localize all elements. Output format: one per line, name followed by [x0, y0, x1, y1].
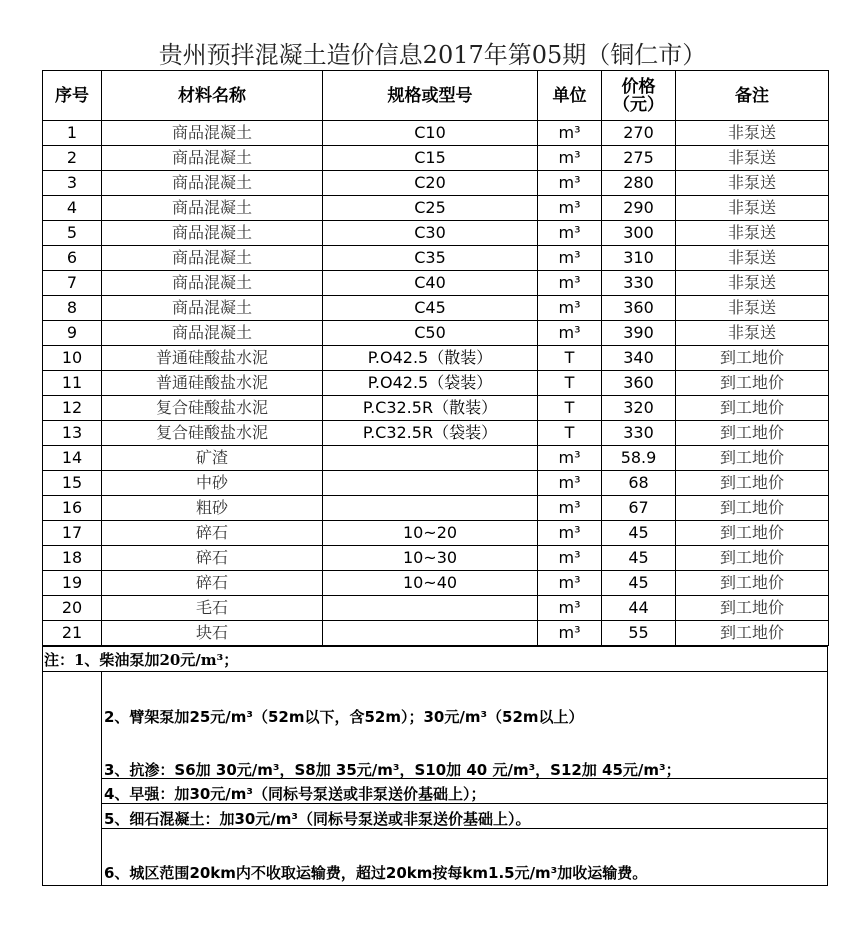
- cell-name: 普通硅酸盐水泥: [102, 346, 323, 371]
- cell-price: 330: [602, 271, 676, 296]
- cell-name: 中砂: [102, 471, 323, 496]
- cell-spec: C30: [323, 221, 538, 246]
- cell-note: 非泵送: [676, 121, 829, 146]
- page-title: 贵州预拌混凝土造价信息2017年第05期（铜仁市）: [158, 41, 707, 69]
- table-row: [43, 371, 829, 396]
- cell-spec: 10~20: [323, 521, 538, 546]
- table-row: [43, 271, 829, 296]
- table-header-row: [43, 71, 829, 121]
- cell-note: 到工地价: [676, 521, 829, 546]
- cell-no: 18: [43, 546, 102, 571]
- cell-no: 17: [43, 521, 102, 546]
- cell-no: 4: [43, 196, 102, 221]
- cell-note: 非泵送: [676, 296, 829, 321]
- cell-note: 到工地价: [676, 496, 829, 521]
- cell-spec: C40: [323, 271, 538, 296]
- cell-note: 非泵送: [676, 146, 829, 171]
- cell-unit: T: [538, 396, 602, 421]
- price-table: [42, 70, 829, 646]
- cell-unit: m³: [538, 571, 602, 596]
- header-name: 材料名称: [102, 71, 323, 121]
- cell-note: 到工地价: [676, 371, 829, 396]
- cell-name: 复合硅酸盐水泥: [102, 421, 323, 446]
- header-unit: 单位: [538, 71, 602, 121]
- table-row: [43, 146, 829, 171]
- cell-name: 毛石: [102, 596, 323, 621]
- cell-note: 非泵送: [676, 196, 829, 221]
- table-row: [43, 546, 829, 571]
- table-row: [43, 571, 829, 596]
- cell-unit: m³: [538, 171, 602, 196]
- cell-spec: C50: [323, 321, 538, 346]
- cell-unit: m³: [538, 221, 602, 246]
- header-price-line2: （元）: [613, 94, 664, 115]
- cell-unit: T: [538, 371, 602, 396]
- header-note: 备注: [676, 71, 829, 121]
- cell-note: 非泵送: [676, 271, 829, 296]
- cell-spec: [323, 496, 538, 521]
- cell-no: 20: [43, 596, 102, 621]
- cell-unit: m³: [538, 496, 602, 521]
- cell-price: 310: [602, 246, 676, 271]
- cell-name: 碎石: [102, 571, 323, 596]
- cell-note: 到工地价: [676, 446, 829, 471]
- cell-unit: T: [538, 421, 602, 446]
- table-row: [43, 196, 829, 221]
- cell-spec: C20: [323, 171, 538, 196]
- note-4: 4、早强：加30元/m³（同标号泵送或非泵送价基础上）；: [104, 785, 486, 803]
- cell-unit: m³: [538, 321, 602, 346]
- cell-spec: [323, 471, 538, 496]
- cell-price: 275: [602, 146, 676, 171]
- header-no: 序号: [43, 71, 102, 121]
- cell-no: 3: [43, 171, 102, 196]
- cell-spec: [323, 621, 538, 646]
- cell-unit: m³: [538, 446, 602, 471]
- cell-no: 9: [43, 321, 102, 346]
- cell-no: 5: [43, 221, 102, 246]
- table-row: [43, 346, 829, 371]
- cell-spec: [323, 446, 538, 471]
- cell-unit: m³: [538, 546, 602, 571]
- table-row: [43, 446, 829, 471]
- cell-name: 商品混凝土: [102, 296, 323, 321]
- cell-price: 280: [602, 171, 676, 196]
- cell-no: 7: [43, 271, 102, 296]
- cell-note: 到工地价: [676, 396, 829, 421]
- cell-name: 商品混凝土: [102, 196, 323, 221]
- cell-unit: m³: [538, 471, 602, 496]
- cell-unit: m³: [538, 146, 602, 171]
- table-row: [43, 396, 829, 421]
- cell-spec: 10~30: [323, 546, 538, 571]
- cell-spec: 10~40: [323, 571, 538, 596]
- cell-spec: P.O42.5（散装）: [323, 346, 538, 371]
- cell-price: 45: [602, 571, 676, 596]
- header-price: [602, 71, 676, 121]
- cell-unit: m³: [538, 596, 602, 621]
- cell-unit: m³: [538, 246, 602, 271]
- cell-no: 10: [43, 346, 102, 371]
- table-row: [43, 246, 829, 271]
- cell-price: 270: [602, 121, 676, 146]
- cell-name: 复合硅酸盐水泥: [102, 396, 323, 421]
- cell-spec: C15: [323, 146, 538, 171]
- cell-spec: C10: [323, 121, 538, 146]
- cell-name: 商品混凝土: [102, 171, 323, 196]
- cell-note: 非泵送: [676, 221, 829, 246]
- cell-note: 非泵送: [676, 171, 829, 196]
- cell-no: 13: [43, 421, 102, 446]
- cell-price: 340: [602, 346, 676, 371]
- note-2: 2、臂架泵加25元/m³（52m以下，含52m）；30元/m³（52m以上）: [104, 708, 584, 726]
- cell-price: 360: [602, 371, 676, 396]
- cell-unit: m³: [538, 621, 602, 646]
- cell-price: 67: [602, 496, 676, 521]
- cell-note: 到工地价: [676, 621, 829, 646]
- cell-price: 44: [602, 596, 676, 621]
- cell-no: 16: [43, 496, 102, 521]
- cell-no: 11: [43, 371, 102, 396]
- cell-no: 8: [43, 296, 102, 321]
- cell-name: 商品混凝土: [102, 121, 323, 146]
- table-row: [43, 296, 829, 321]
- cell-spec: P.C32.5R（袋装）: [323, 421, 538, 446]
- header-spec: 规格或型号: [323, 71, 538, 121]
- cell-name: 商品混凝土: [102, 246, 323, 271]
- cell-unit: m³: [538, 121, 602, 146]
- cell-name: 商品混凝土: [102, 271, 323, 296]
- cell-note: 非泵送: [676, 321, 829, 346]
- table-row: [43, 596, 829, 621]
- table-row: [43, 471, 829, 496]
- cell-unit: m³: [538, 196, 602, 221]
- table-row: [43, 621, 829, 646]
- cell-spec: C45: [323, 296, 538, 321]
- table-row: [43, 221, 829, 246]
- note-3: 3、抗渗：S6加 30元/m³，S8加 35元/m³，S10加 40 元/m³，S12加 45元/m³；: [104, 761, 681, 779]
- cell-name: 粗砂: [102, 496, 323, 521]
- note-6: 6、城区范围20km内不收取运输费，超过20km按每km1.5元/m³加收运输费。: [104, 864, 648, 882]
- cell-name: 块石: [102, 621, 323, 646]
- cell-price: 320: [602, 396, 676, 421]
- cell-name: 商品混凝土: [102, 321, 323, 346]
- cell-no: 19: [43, 571, 102, 596]
- cell-no: 12: [43, 396, 102, 421]
- cell-name: 商品混凝土: [102, 221, 323, 246]
- cell-note: 到工地价: [676, 546, 829, 571]
- cell-spec: C25: [323, 196, 538, 221]
- cell-note: 到工地价: [676, 471, 829, 496]
- cell-price: 390: [602, 321, 676, 346]
- cell-spec: P.O42.5（袋装）: [323, 371, 538, 396]
- table-row: [43, 121, 829, 146]
- table-row: [43, 496, 829, 521]
- cell-unit: m³: [538, 296, 602, 321]
- cell-price: 45: [602, 546, 676, 571]
- cell-price: 45: [602, 521, 676, 546]
- cell-price: 360: [602, 296, 676, 321]
- cell-spec: C35: [323, 246, 538, 271]
- cell-spec: [323, 596, 538, 621]
- cell-price: 330: [602, 421, 676, 446]
- cell-spec: P.C32.5R（散装）: [323, 396, 538, 421]
- cell-note: 到工地价: [676, 346, 829, 371]
- cell-note: 到工地价: [676, 596, 829, 621]
- note-1: 注：1、柴油泵加20元/m³；: [44, 651, 239, 669]
- table-row: [43, 321, 829, 346]
- table-row: [43, 171, 829, 196]
- cell-note: 到工地价: [676, 571, 829, 596]
- cell-price: 55: [602, 621, 676, 646]
- cell-no: 14: [43, 446, 102, 471]
- cell-no: 2: [43, 146, 102, 171]
- cell-name: 矿渣: [102, 446, 323, 471]
- cell-price: 58.9: [602, 446, 676, 471]
- cell-price: 300: [602, 221, 676, 246]
- table-row: [43, 421, 829, 446]
- cell-name: 碎石: [102, 546, 323, 571]
- cell-note: 非泵送: [676, 246, 829, 271]
- cell-name: 普通硅酸盐水泥: [102, 371, 323, 396]
- cell-no: 15: [43, 471, 102, 496]
- header-price-line1: 价格: [621, 76, 656, 97]
- note-5: 5、细石混凝土：加30元/m³（同标号泵送或非泵送价基础上）。: [104, 810, 531, 828]
- cell-price: 68: [602, 471, 676, 496]
- cell-no: 1: [43, 121, 102, 146]
- cell-price: 290: [602, 196, 676, 221]
- cell-unit: m³: [538, 271, 602, 296]
- cell-name: 碎石: [102, 521, 323, 546]
- table-row: [43, 521, 829, 546]
- cell-unit: T: [538, 346, 602, 371]
- cell-note: 到工地价: [676, 421, 829, 446]
- notes-left-cell: [42, 671, 102, 886]
- cell-unit: m³: [538, 521, 602, 546]
- cell-no: 6: [43, 246, 102, 271]
- cell-name: 商品混凝土: [102, 146, 323, 171]
- cell-no: 21: [43, 621, 102, 646]
- notes-section: [42, 646, 828, 886]
